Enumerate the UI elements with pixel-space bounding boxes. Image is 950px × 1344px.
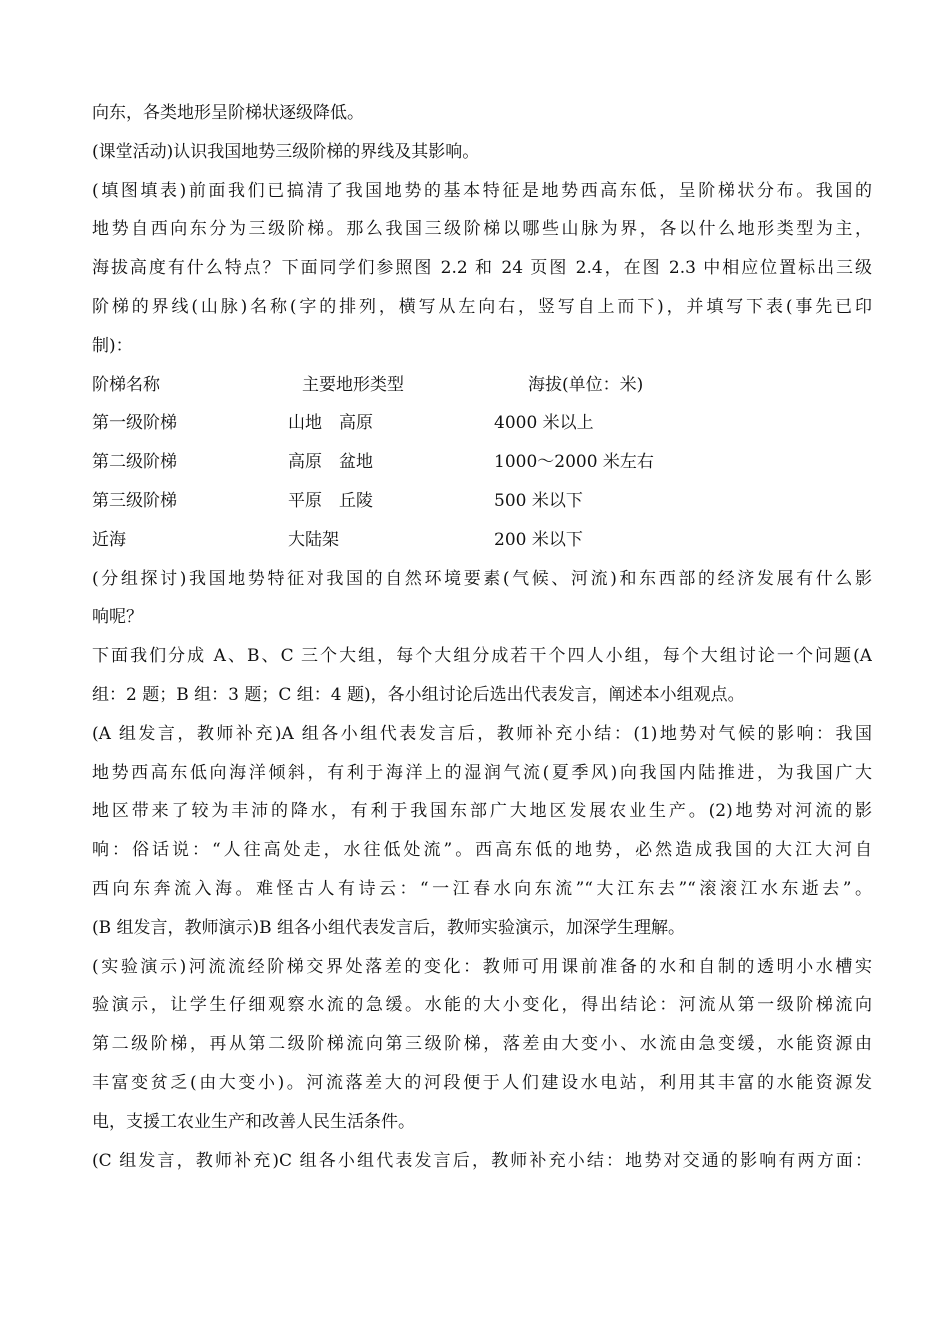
paragraph-class-activity: [92, 133, 872, 172]
text-line: 地区带来了较为丰沛的降水，有利于我国东部广大地区发展农业生产。(2)地势对河流的影: [92, 801, 872, 822]
table-cell: 1000～2000 米左右: [494, 452, 654, 473]
text-line: 向东，各类地形呈阶梯状逐级降低。: [92, 103, 364, 123]
text-line: (A 组发言，教师补充)A 组各小组代表发言后，教师补充小结：(1)地势对气候的影响：我国: [92, 723, 872, 744]
text-line: 海拔高度有什么特点？下面同学们参照图 2.2 和 24 页图 2.4，在图 2.3 中相应位置标出三级: [92, 258, 872, 279]
table-header-row: [92, 366, 872, 405]
table-cell: 第一级阶梯: [92, 413, 177, 434]
text-line: 地势自西向东分为三级阶梯。那么我国三级阶梯以哪些山脉为界，各以什么地形类型为主，: [92, 219, 872, 240]
table-cell: 平原 丘陵: [288, 490, 373, 511]
text-line: 第二级阶梯，再从第二级阶梯流向第三级阶梯，落差由大变小、水流由急变缓，水能资源由: [92, 1034, 872, 1055]
paragraph-group-discussion: [92, 560, 872, 638]
table-cell: 第三级阶梯: [92, 490, 177, 511]
terrain-steps-table: [92, 366, 872, 560]
table-cell: 大陆架: [288, 529, 339, 550]
text-line: 响呢？: [92, 607, 143, 628]
text-line: 下面我们分成 A、B、C 三个大组，每个大组分成若干个四人小组，每个大组讨论一个问题(A: [92, 646, 872, 667]
table-header-cell: 主要地形类型: [302, 374, 404, 395]
text-line: (课堂活动)认识我国地势三级阶梯的界线及其影响。: [92, 141, 480, 162]
table-row: [92, 482, 872, 521]
text-line: (实验演示)河流流经阶梯交界处落差的变化：教师可用课前准备的水和自制的透明小水槽实: [92, 956, 872, 977]
table-row: [92, 404, 872, 443]
text-line: 组：2 题；B 组：3 题；C 组：4 题)，各小组讨论后选出代表发言，阐述本小组观点。: [92, 684, 745, 705]
text-line: (B 组发言，教师演示)B 组各小组代表发言后，教师实验演示，加深学生理解。: [92, 917, 686, 938]
text-line: (分组探讨)我国地势特征对我国的自然环境要素(气候、河流)和东西部的经济发展有什么影: [92, 568, 872, 589]
paragraph-group-c: [92, 1142, 872, 1181]
table-cell: 第二级阶梯: [92, 452, 177, 473]
table-header-cell: 海拔(单位：米): [528, 374, 644, 395]
text-line: 制)：: [92, 335, 133, 356]
table-cell: 近海: [92, 529, 126, 550]
paragraph-intro-end: [92, 94, 872, 133]
text-line: (填图填表)前面我们已搞清了我国地势的基本特征是地势西高东低，呈阶梯状分布。我国的: [92, 180, 872, 201]
table-row: [92, 521, 872, 560]
text-line: 丰富变贫乏(由大变小)。河流落差大的河段便于人们建设水电站，利用其丰富的水能资源发: [92, 1072, 872, 1093]
text-line: 电，支援工农业生产和改善人民生活条件。: [92, 1111, 415, 1132]
table-cell: 200 米以下: [494, 529, 583, 550]
text-line: 西向东奔流入海。难怪古人有诗云：“一江春水向东流”“大江东去”“滚滚江水东逝去”。: [92, 878, 872, 899]
paragraph-groups-split: [92, 637, 872, 715]
text-line: 验演示，让学生仔细观察水流的急缓。水能的大小变化，得出结论：河流从第一级阶梯流向: [92, 995, 872, 1016]
table-header-cell: 阶梯名称: [92, 374, 160, 395]
text-line: 响：俗话说：“人往高处走，水往低处流”。西高东低的地势，必然造成我国的大江大河自: [92, 840, 872, 861]
table-cell: 山地 高原: [288, 413, 373, 434]
table-cell: 4000 米以上: [494, 413, 594, 434]
paragraph-experiment: [92, 948, 872, 1142]
table-cell: 高原 盆地: [288, 452, 373, 473]
text-line: 阶梯的界线(山脉)名称(字的排列，横写从左向右，竖写自上而下)，并填写下表(事先已印: [92, 296, 872, 317]
document-page: [92, 94, 872, 1180]
paragraph-group-a: [92, 715, 872, 909]
table-cell: 500 米以下: [494, 490, 583, 511]
paragraph-group-b: [92, 909, 872, 948]
text-line: 地势西高东低向海洋倾斜，有利于海洋上的湿润气流(夏季风)向我国内陆推进，为我国广大: [92, 762, 872, 783]
table-row: [92, 443, 872, 482]
text-line: (C 组发言，教师补充)C 组各小组代表发言后，教师补充小结：地势对交通的影响有两方面：: [92, 1150, 872, 1171]
paragraph-fill-map: [92, 172, 872, 366]
